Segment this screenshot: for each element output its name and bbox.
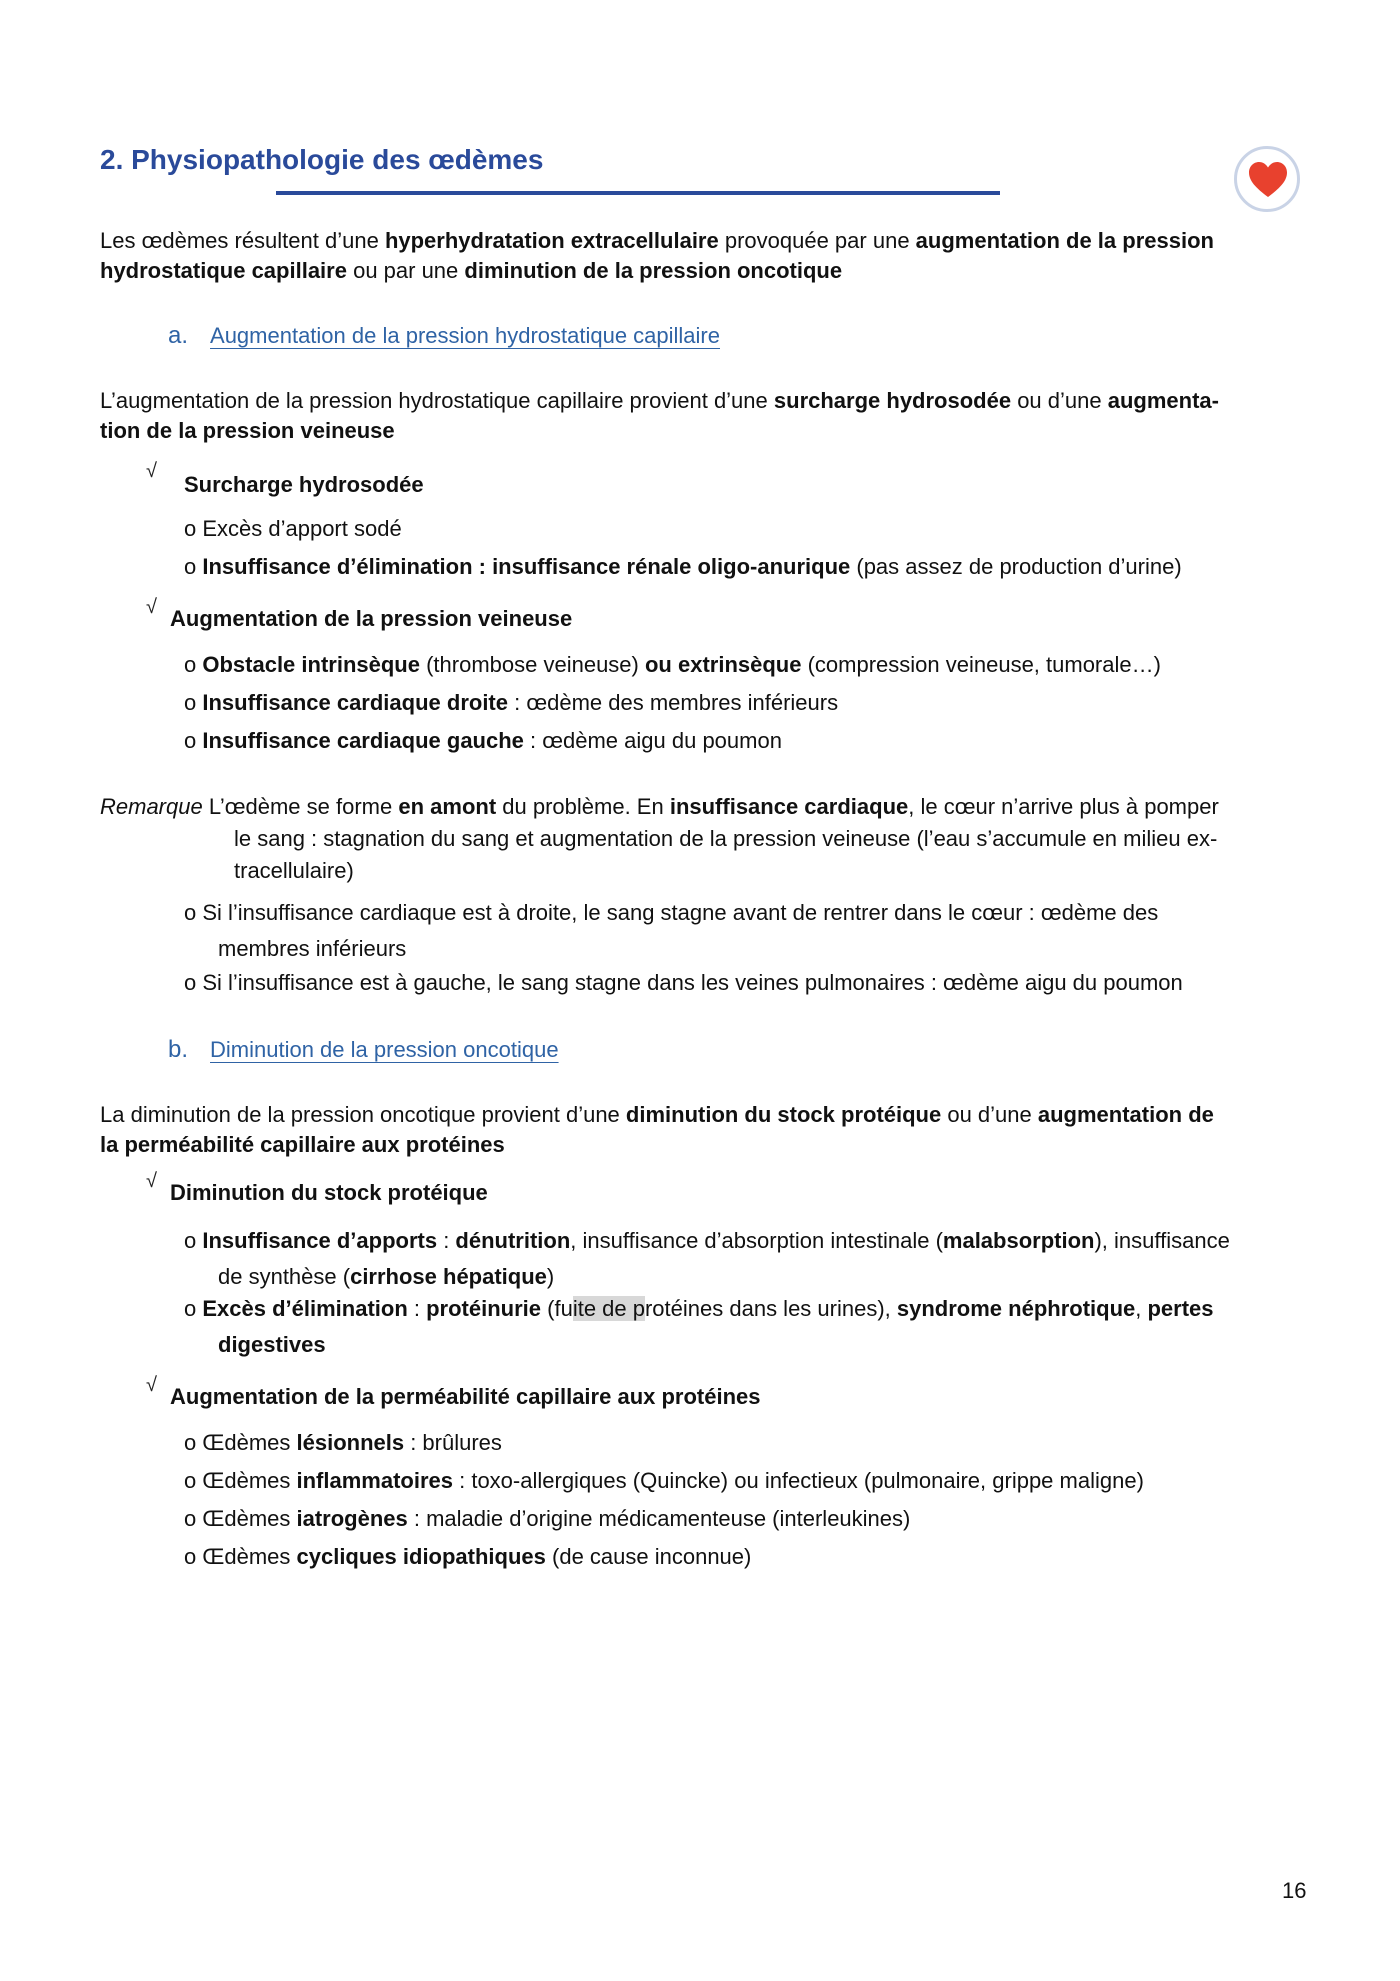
- bullet-heading: [170, 604, 572, 634]
- check-mark: √: [146, 1170, 157, 1192]
- list-bold: Excès d’élimination: [202, 1296, 408, 1321]
- list-text: (pas assez de production d’urine): [850, 554, 1182, 579]
- list-item: [184, 552, 1182, 582]
- list-item: [184, 1466, 1144, 1496]
- intro-bold: augmentation de la pression: [915, 228, 1214, 253]
- intro-bold: diminution de la pression oncotique: [464, 258, 843, 283]
- page-number: 16: [1282, 1878, 1307, 1903]
- subheading-title: Augmentation de la pression hydrostatique capillaire: [210, 323, 720, 348]
- list-text: ), insuffisance: [1094, 1228, 1230, 1253]
- list-marker: o: [184, 690, 203, 715]
- list-item-continuation: [218, 1330, 326, 1360]
- remark-line-3: tracellulaire): [234, 858, 354, 883]
- list-item-continuation: [218, 1262, 554, 1292]
- list-item: [184, 1542, 751, 1572]
- list-bold: dénutrition: [455, 1228, 571, 1253]
- remark-text: , le cœur n’arrive plus à pomper: [908, 794, 1219, 819]
- list-text: ): [546, 1264, 555, 1289]
- intro-text: ou par une: [346, 258, 465, 283]
- para-a-line-2: [100, 416, 395, 446]
- list-item: [184, 1428, 502, 1458]
- remark-label: Remarque: [100, 794, 203, 819]
- list-item: [184, 650, 1161, 680]
- list-text: (thrombose veineuse): [419, 652, 645, 677]
- list-item: o Si l’insuffisance cardiaque est à droite, le sang stagne avant de rentrer dans le cœur : œdème des: [184, 900, 1159, 925]
- subheading-a: [168, 322, 720, 350]
- list-text: : œdème aigu du poumon: [523, 728, 782, 753]
- intro-text: provoquée par une: [718, 228, 916, 253]
- bullet-heading: [170, 1382, 761, 1412]
- list-text: de synthèse (: [218, 1264, 351, 1289]
- list-bold: syndrome néphrotique: [896, 1296, 1136, 1321]
- list-bold: Obstacle intrinsèque: [202, 652, 420, 677]
- list-bold: digestives: [218, 1332, 326, 1357]
- para-bold: surcharge hydrosodée: [773, 388, 1012, 413]
- para-bold: la perméabilité capillaire aux protéines: [100, 1132, 505, 1157]
- heart-badge: [1234, 146, 1300, 212]
- list-text: :: [407, 1296, 427, 1321]
- list-text: rotéines dans les urines),: [644, 1296, 897, 1321]
- para-bold: augmenta-: [1107, 388, 1219, 413]
- bullet-heading-text: Diminution du stock protéique: [170, 1180, 488, 1205]
- para-a-line-1: [100, 386, 1219, 416]
- para-text: ou d’une: [941, 1102, 1038, 1127]
- para-text: L’augmentation de la pression hydrostatique capillaire provient d’une: [100, 388, 774, 413]
- list-bold: inflammatoires: [296, 1468, 453, 1493]
- list-text: o Œdèmes: [184, 1544, 297, 1569]
- list-marker: o: [184, 1228, 203, 1253]
- list-item: [184, 688, 838, 718]
- check-mark: √: [146, 460, 157, 482]
- list-text: : maladie d’origine médicamenteuse (interleukines): [407, 1506, 911, 1531]
- heart-icon: [1248, 161, 1288, 199]
- remark-bold: en amont: [398, 794, 497, 819]
- subheading-title: Diminution de la pression oncotique: [210, 1037, 559, 1062]
- remark-line-2: le sang : stagnation du sang et augmentation de la pression veineuse (l’eau s’accumule en milieu ex-: [234, 826, 1218, 851]
- list-bold: protéinurie: [426, 1296, 542, 1321]
- list-text: : toxo-allergiques (Quincke) ou infectieux (pulmonaire, grippe maligne): [453, 1468, 1144, 1493]
- list-text: o Œdèmes: [184, 1430, 297, 1455]
- para-text: ou d’une: [1011, 388, 1108, 413]
- remark-line-1: [100, 792, 1219, 822]
- intro-line-1: [100, 226, 1214, 256]
- list-text: o Œdèmes: [184, 1468, 297, 1493]
- para-b-line-2: [100, 1130, 505, 1160]
- list-text: (de cause inconnue): [545, 1544, 752, 1569]
- intro-line-2: [100, 256, 842, 286]
- list-marker: o: [184, 652, 203, 677]
- check-mark: √: [146, 596, 157, 618]
- intro-bold: hydrostatique capillaire: [100, 258, 347, 283]
- list-item: [184, 1294, 1214, 1324]
- para-b-line-1: [100, 1100, 1214, 1130]
- para-bold: tion de la pression veineuse: [100, 418, 395, 443]
- list-bold: Insuffisance d’élimination : insuffisance rénale oligo-anurique: [202, 554, 851, 579]
- list-text: (fu: [541, 1296, 573, 1321]
- list-bold: Insuffisance cardiaque gauche: [202, 728, 524, 753]
- list-text: :: [437, 1228, 456, 1253]
- list-text: o Œdèmes: [184, 1506, 297, 1531]
- list-item: o Si l’insuffisance est à gauche, le sang stagne dans les veines pulmonaires : œdème aigu du poumon: [184, 970, 1183, 995]
- list-text: ,: [1135, 1296, 1148, 1321]
- intro-text: Les œdèmes résultent d’une: [100, 228, 385, 253]
- bullet-heading: [170, 1178, 488, 1208]
- list-marker: o: [184, 728, 203, 753]
- para-bold: augmentation de: [1037, 1102, 1214, 1127]
- bullet-heading-text: Surcharge hydrosodée: [184, 472, 424, 497]
- list-bold: lésionnels: [296, 1430, 405, 1455]
- subheading-b: [168, 1036, 559, 1064]
- remark-text: du problème. En: [496, 794, 670, 819]
- bullet-heading-text: Augmentation de la pression veineuse: [170, 606, 573, 631]
- list-marker: o: [184, 1296, 203, 1321]
- highlighted-text: ite de p: [572, 1296, 645, 1321]
- subheading-letter: a.: [168, 322, 189, 349]
- remark-text: L’œdème se forme: [202, 794, 399, 819]
- list-item: [184, 726, 782, 756]
- list-text: : brûlures: [404, 1430, 502, 1455]
- section-title: 2. Physiopathologie des œdèmes: [100, 144, 544, 175]
- check-mark: √: [146, 1374, 157, 1396]
- list-bold: ou extrinsèque: [644, 652, 802, 677]
- list-bold: pertes: [1147, 1296, 1214, 1321]
- list-bold: cycliques idiopathiques: [296, 1544, 546, 1569]
- intro-bold: hyperhydratation extracellulaire: [384, 228, 719, 253]
- title-underline: [276, 191, 1000, 195]
- list-text: , insuffisance d’absorption intestinale (: [570, 1228, 943, 1253]
- list-bold: cirrhose hépatique: [350, 1264, 547, 1289]
- para-text: La diminution de la pression oncotique provient d’une: [100, 1102, 626, 1127]
- list-bold: Insuffisance cardiaque droite: [202, 690, 508, 715]
- list-item: [184, 1226, 1230, 1256]
- list-text: : œdème des membres inférieurs: [508, 690, 839, 715]
- list-text: (compression veineuse, tumorale…): [801, 652, 1161, 677]
- list-item: [184, 1504, 910, 1534]
- list-item-continuation: membres inférieurs: [218, 936, 407, 961]
- list-bold: Insuffisance d’apports: [202, 1228, 438, 1253]
- list-bold: malabsorption: [942, 1228, 1095, 1253]
- list-item: o Excès d’apport sodé: [184, 516, 402, 541]
- list-bold: iatrogènes: [296, 1506, 408, 1531]
- subheading-letter: b.: [168, 1036, 189, 1063]
- bullet-heading-text: Augmentation de la perméabilité capillaire aux protéines: [170, 1384, 761, 1409]
- para-bold: diminution du stock protéique: [625, 1102, 942, 1127]
- list-marker: o: [184, 554, 203, 579]
- bullet-heading: [184, 470, 424, 500]
- remark-bold: insuffisance cardiaque: [669, 794, 909, 819]
